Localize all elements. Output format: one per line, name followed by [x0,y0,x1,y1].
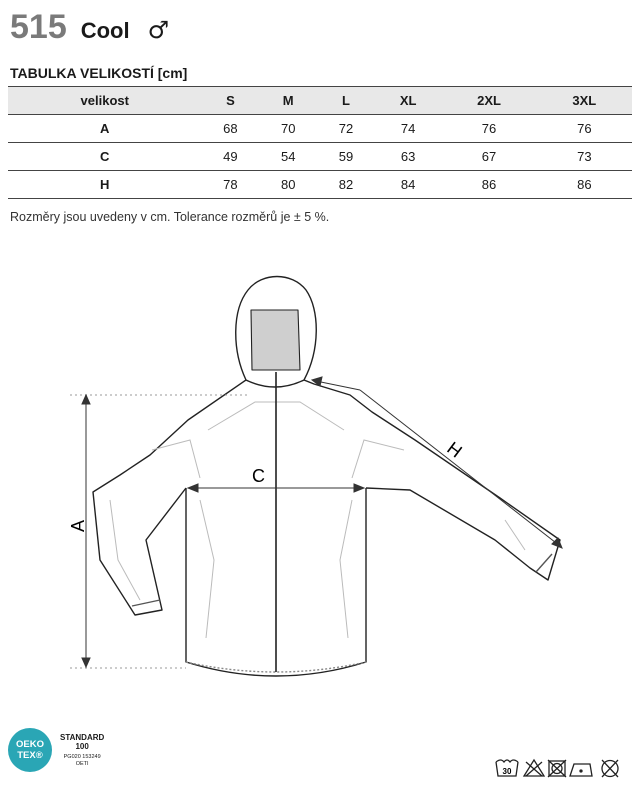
row-label: C [8,143,202,171]
product-name: Cool [80,18,130,43]
table-cell: 59 [317,143,375,171]
table-cell: 86 [537,171,632,199]
jacket-measurement-diagram [0,260,640,710]
jacket-outline [93,277,560,677]
table-cell: 82 [317,171,375,199]
product-header [10,8,169,48]
oeko-tex-logo: OEKO TEX® [8,728,52,772]
table-cell: 86 [441,171,536,199]
do-not-bleach-icon [524,760,544,776]
table-cell: 74 [375,115,441,143]
institute-name: OETI [75,760,89,767]
oeko-tex-badge [8,728,104,772]
table-cell: 70 [259,115,317,143]
standard-label: STANDARD [60,732,105,742]
do-not-dry-clean-icon [602,760,618,777]
seam-lines [110,402,525,638]
table-cell: 72 [317,115,375,143]
table-cell: 76 [537,115,632,143]
tolerance-note: Rozměry jsou uvedeny v cm. Tolerance rozměrů je ± 5 %. [10,210,330,224]
row-label: H [8,171,202,199]
table-cell: 67 [441,143,536,171]
table-cell: 76 [441,115,536,143]
table-cell: 78 [202,171,260,199]
certificate-number: PG020 153249 [63,753,101,760]
product-code: 515 [10,8,67,46]
column-header: S [202,87,260,115]
table-cell: 54 [259,143,317,171]
care-symbols [494,756,628,780]
table-row [8,115,632,143]
label-h: H [443,437,466,462]
size-table-title: TABULKA VELIKOSTÍ [cm] [10,65,188,81]
table-cell: 68 [202,115,260,143]
iron-low-icon [570,764,592,776]
column-header: L [317,87,375,115]
wash-temperature: 30 [502,767,512,776]
column-header: 2XL [441,87,536,115]
table-cell: 63 [375,143,441,171]
table-cell: 49 [202,143,260,171]
table-row [8,171,632,199]
column-header: M [259,87,317,115]
column-header: velikost [8,87,202,115]
do-not-tumble-dry-icon [548,760,566,777]
column-header: XL [375,87,441,115]
standard-number: 100 [75,741,89,751]
oeko-tex-details [60,733,104,768]
measurement-h [312,377,562,548]
size-table [8,86,632,199]
column-header: 3XL [537,87,632,115]
male-symbol-icon: ♂ [147,16,170,44]
row-label: A [8,115,202,143]
label-a: A [68,519,88,532]
size-table-header-row [8,87,632,115]
table-cell: 80 [259,171,317,199]
table-cell: 84 [375,171,441,199]
table-cell: 73 [537,143,632,171]
table-row [8,143,632,171]
label-c: C [252,466,265,486]
